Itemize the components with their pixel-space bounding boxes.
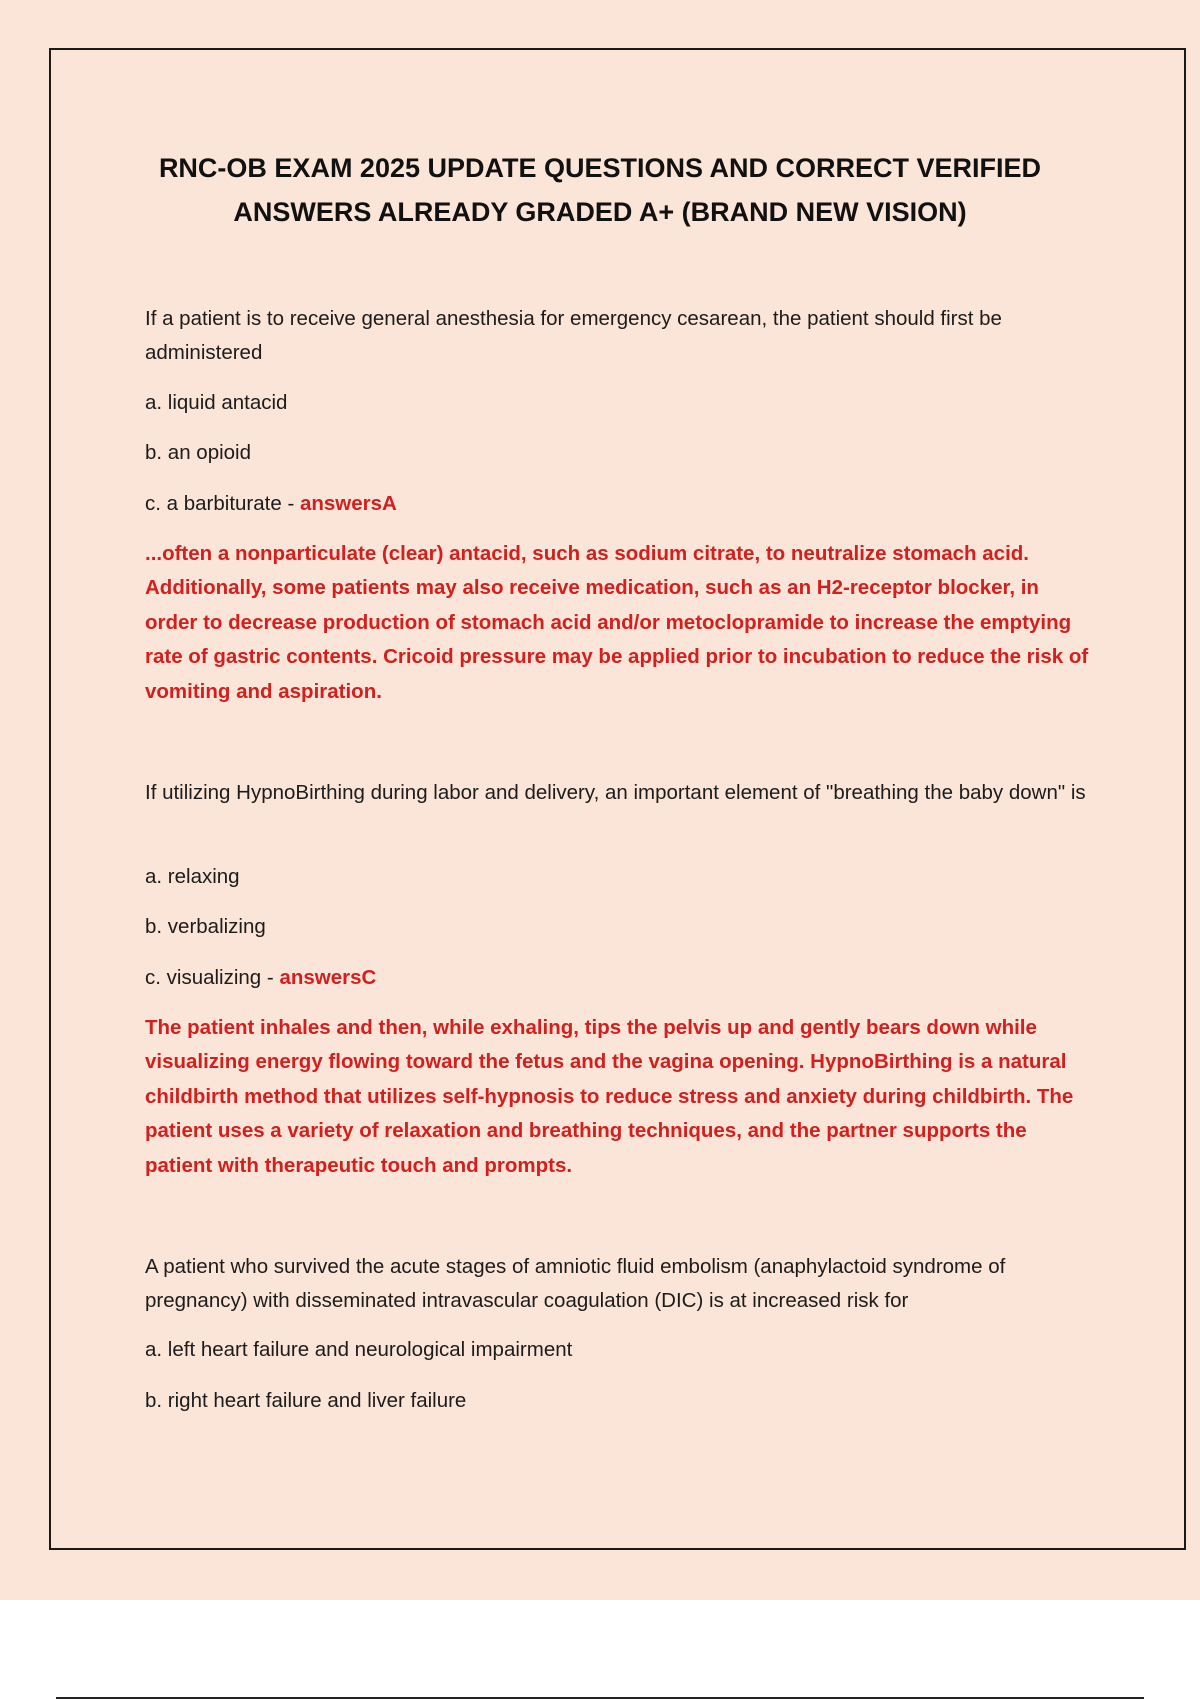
footer-divider <box>56 1697 1144 1699</box>
question-1-option-c <box>145 487 1095 521</box>
question-3-option-a: a. left heart failure and neurological impairment <box>145 1338 573 1361</box>
question-1-stem: If a patient is to receive general anesthesia for emergency cesarean, the patient should first be administered <box>145 307 1002 364</box>
question-1-answer: answersA <box>299 492 397 515</box>
question-1-option-a: a. liquid antacid <box>145 391 288 414</box>
question-3-stem: A patient who survived the acute stages of amniotic fluid embolism (anaphylactoid syndrome of pregnancy) with disseminated intravascular coagulation (DIC) is at increased risk for <box>145 1255 1006 1312</box>
question-1-option-b: b. an opioid <box>145 441 252 464</box>
question-1-option-c-text: c. a barbiturate - <box>145 492 300 515</box>
question-2-option-b: b. verbalizing <box>145 915 266 938</box>
question-2-option-c-text: c. visualizing - <box>145 966 280 989</box>
question-2-stem: If utilizing HypnoBirthing during labor and delivery, an important element of "breathing the baby down" is <box>145 781 1086 804</box>
question-2-rationale: The patient inhales and then, while exhaling, tips the pelvis up and gently bears down while visualizing energy flowing toward the fetus and the vagina opening. HypnoBirthing is a natural childbirth method that utilizes self-hypnosis to reduce stress and anxiety during childbirth. The patient uses a variety of relaxation and breathing techniques, and the partner supports the patient with therapeutic touch and prompts. <box>145 1016 1074 1177</box>
question-1-rationale: ...often a nonparticulate (clear) antacid, such as sodium citrate, to neutralize stomach acid. Additionally, some patients may also receive medication, such as an H2-receptor blocker, in order to decrease production of stomach acid and/or metoclopramide to increase the emptying rate of gastric contents. Cricoid pressure may be applied prior to incubation to reduce the risk of vomiting and aspiration. <box>145 542 1089 703</box>
question-2-option-a: a. relaxing <box>145 865 240 888</box>
document-title: RNC-OB EXAM 2025 UPDATE QUESTIONS AND CORRECT VERIFIED ANSWERS ALREADY GRADED A+ (BRAND NEW VISION) <box>158 153 1042 227</box>
question-2-option-c <box>145 961 1095 995</box>
question-3-option-b: b. right heart failure and liver failure <box>145 1389 467 1412</box>
question-2-answer: answersC <box>279 966 377 989</box>
